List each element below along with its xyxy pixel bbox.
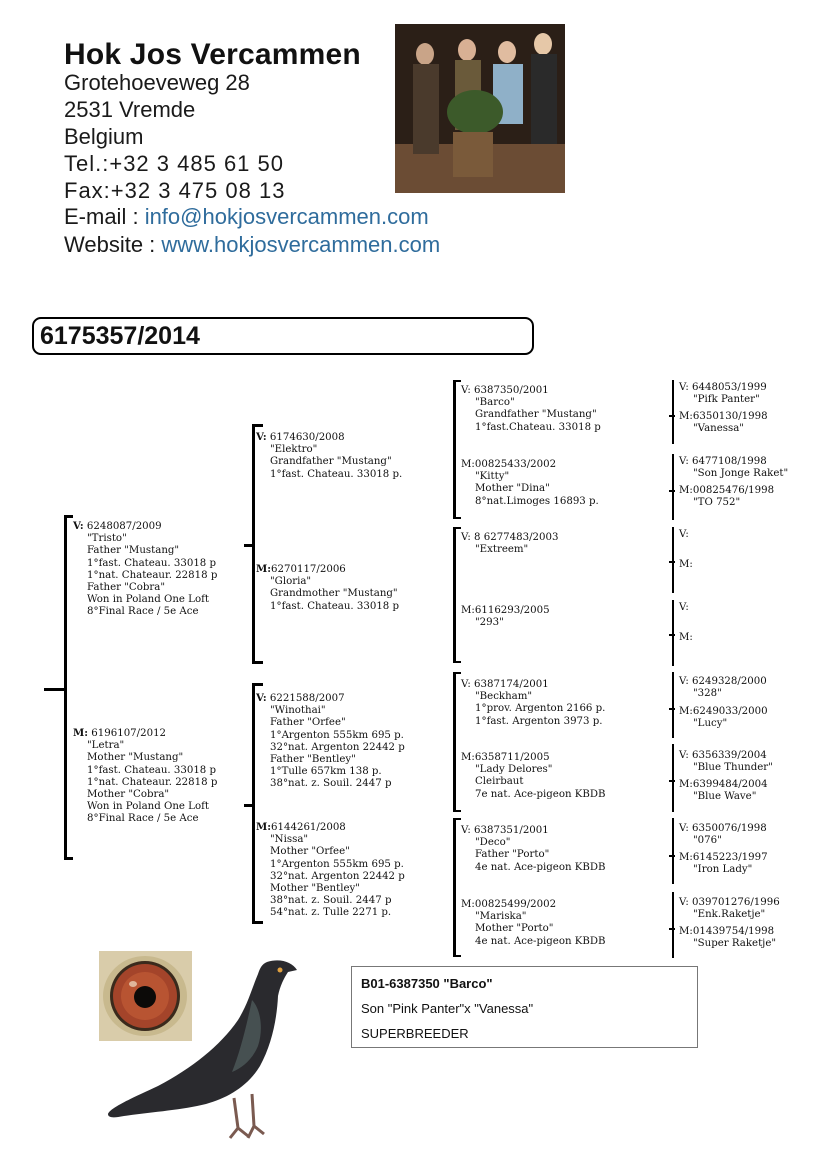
name: "Super Raketje"	[693, 938, 777, 950]
email-label: E-mail :	[64, 204, 145, 229]
sire-entry	[73, 520, 217, 619]
sire-line: Father "Mustang"	[87, 545, 180, 557]
line: 1°prov. Argenton 2166 p.	[475, 703, 606, 715]
g3-entry	[461, 385, 601, 434]
sex-label: V:	[461, 532, 471, 543]
line: Cleirbaut	[475, 776, 524, 788]
sire-sex: V:	[73, 520, 84, 532]
g4-entry	[679, 706, 768, 730]
ring: 6270117/2006	[271, 564, 346, 575]
g4-entry	[679, 456, 788, 480]
ring: 6387351/2001	[474, 825, 549, 836]
dam-line: 1°nat. Chateaur. 22818 p	[87, 776, 218, 788]
ring-number-box	[32, 317, 534, 355]
line: "Barco"	[475, 397, 515, 409]
g4-entry	[679, 529, 689, 541]
name: "TO 752"	[693, 497, 741, 509]
sex-label: M:	[461, 605, 475, 616]
sex-label: V:	[679, 676, 689, 687]
line: 1°Argenton 555km 695 p.	[270, 858, 404, 870]
ring: 6399484/2004	[692, 779, 768, 790]
g3-entry	[461, 752, 606, 801]
line: 54°nat. z. Tulle 2271 p.	[270, 907, 392, 919]
ring: 6249033/2000	[692, 706, 768, 717]
line: "Elektro"	[270, 444, 318, 456]
sex-label: V:	[679, 823, 689, 834]
line: 1°Tulle 657km 138 p.	[270, 766, 382, 778]
line: Father "Bentley"	[270, 754, 356, 766]
line: Mother "Porto"	[475, 923, 554, 935]
line: 1°Argenton 555km 695 p.	[270, 729, 404, 741]
website-link[interactable]: www.hokjosvercammen.com	[161, 232, 441, 257]
g4-entry	[679, 750, 773, 774]
email-link[interactable]: info@hokjosvercammen.com	[144, 204, 429, 229]
name: "Enk.Raketje"	[693, 909, 766, 921]
ring: 6358711/2005	[474, 752, 550, 763]
name: "Blue Thunder"	[693, 762, 773, 774]
ring: 6350076/1998	[692, 823, 767, 834]
line: Grandmother "Mustang"	[270, 588, 398, 600]
line: Grandfather "Mustang"	[270, 456, 392, 468]
dam-entry	[73, 727, 217, 826]
fax: Fax:+32 3 475 08 13	[64, 178, 286, 203]
g3-entry	[461, 679, 605, 728]
sex-label: V:	[461, 825, 471, 836]
dam-dam-entry	[256, 821, 405, 920]
line: Father "Porto"	[475, 849, 550, 861]
sire-ring: 6248087/2009	[86, 521, 162, 532]
sex-label: V:	[679, 456, 689, 467]
sire-line: Won in Poland One Loft	[87, 594, 209, 606]
sex-label: V:	[256, 692, 267, 704]
ring: 6387174/2001	[474, 679, 549, 690]
dam-ring: 6196107/2012	[91, 728, 167, 739]
g4-entry	[679, 823, 767, 847]
line: "Kitty"	[475, 471, 510, 483]
sex-label: M:	[679, 706, 693, 717]
sex-label: V:	[256, 431, 267, 443]
line: 38°nat. z. Souil. 2447 p	[270, 778, 392, 790]
dam-line: "Letra"	[87, 740, 125, 752]
address-street: Grotehoeveweg 28	[64, 70, 250, 95]
dam-sex: M:	[73, 727, 89, 739]
line: "Deco"	[475, 837, 511, 849]
sex-label: M:	[679, 852, 693, 863]
ring: 6448053/1999	[692, 382, 767, 393]
line: 1°fast. Chateau. 33018 p.	[270, 468, 403, 480]
line: Grandfather "Mustang"	[475, 409, 597, 421]
sire-line: 8°Final Race / 5e Ace	[87, 606, 199, 618]
g4-entry	[679, 602, 689, 614]
line: 1°fast. Chateau. 33018 p	[270, 600, 400, 612]
line: 32°nat. Argenton 22442 p	[270, 870, 405, 882]
sire-line: 1°fast. Chateau. 33018 p	[87, 557, 217, 569]
sex-label: M:	[461, 899, 475, 910]
sire-sire-entry	[256, 431, 402, 481]
line: "293"	[475, 617, 504, 629]
line: 8°nat.Limoges 16893 p.	[475, 495, 599, 507]
name: "Pifk Panter"	[693, 394, 760, 406]
line: "Gloria"	[270, 576, 312, 588]
sex-label: V:	[461, 679, 471, 690]
line: 38°nat. z. Souil. 2447 p	[270, 895, 392, 907]
featured-ancestor-status: SUPERBREEDER	[361, 1026, 469, 1041]
featured-ancestor-parents: Son "Pink Panter"x "Vanessa"	[361, 1001, 534, 1016]
g4-entry	[679, 632, 693, 644]
sex-label: M:	[679, 559, 693, 570]
website-row	[64, 232, 440, 258]
ring: 039701276/1996	[692, 897, 780, 908]
name: "Lucy"	[693, 718, 728, 730]
name: "076"	[693, 835, 722, 847]
line: "Beckham"	[475, 691, 533, 703]
ring: 6350130/1998	[692, 411, 768, 422]
ring: 6116293/2005	[474, 605, 550, 616]
ring: 6174630/2008	[269, 432, 345, 443]
name: "Vanessa"	[693, 423, 744, 435]
ring: 00825499/2002	[474, 899, 557, 910]
ring: 6144261/2008	[271, 822, 346, 833]
sex-label: V:	[679, 602, 689, 613]
line: Mother "Orfee"	[270, 846, 350, 858]
line: 4e nat. Ace-pigeon KBDB	[475, 861, 606, 873]
g3-entry	[461, 459, 599, 508]
sex-label: M:	[256, 563, 272, 575]
sex-label: M:	[256, 821, 272, 833]
sex-label: M:	[679, 779, 693, 790]
featured-ancestor-title: B01-6387350 "Barco"	[361, 976, 493, 991]
line: "Extreem"	[475, 544, 529, 556]
sire-line: 1°nat. Chateaur. 22818 p	[87, 569, 218, 581]
email-row	[64, 204, 429, 230]
sex-label: M:	[679, 485, 693, 496]
pigeon-photo	[102, 948, 302, 1148]
line: "Nissa"	[270, 834, 309, 846]
dam-line: 8°Final Race / 5e Ace	[87, 813, 199, 825]
ring: 6221588/2007	[269, 693, 345, 704]
sex-label: M:	[679, 411, 693, 422]
line: "Lady Delores"	[475, 764, 553, 776]
g4-entry	[679, 485, 774, 509]
line: 4e nat. Ace-pigeon KBDB	[475, 935, 606, 947]
line: Mother "Bentley"	[270, 883, 360, 895]
address-country: Belgium	[64, 124, 144, 149]
dam-line: 1°fast. Chateau. 33018 p	[87, 764, 217, 776]
ring-number: 6175357/2014	[40, 322, 200, 350]
line: 7e nat. Ace-pigeon KBDB	[475, 788, 606, 800]
g3-entry	[461, 532, 558, 556]
sex-label: V:	[679, 382, 689, 393]
line: 1°fast.Chateau. 33018 p	[475, 421, 601, 433]
ring: 00825476/1998	[692, 485, 775, 496]
ring: 6356339/2004	[692, 750, 767, 761]
g3-entry	[461, 899, 606, 948]
sex-label: V:	[461, 385, 471, 396]
line: "Winothai"	[270, 705, 326, 717]
g4-entry	[679, 559, 693, 571]
sex-label: M:	[679, 926, 693, 937]
loft-name: Hok Jos Vercammen	[64, 38, 361, 71]
g4-entry	[679, 676, 767, 700]
ring: 6477108/1998	[692, 456, 767, 467]
dam-line: Mother "Mustang"	[87, 752, 184, 764]
g3-entry	[461, 605, 550, 629]
name: "Son Jonge Raket"	[693, 468, 789, 480]
g4-entry	[679, 411, 768, 435]
sex-label: V:	[679, 529, 689, 540]
sex-label: V:	[679, 750, 689, 761]
g4-entry	[679, 897, 780, 921]
sire-line: "Tristo"	[87, 533, 127, 545]
dam-sire-entry	[256, 692, 405, 791]
g3-entry	[461, 825, 606, 874]
website-label: Website :	[64, 232, 162, 257]
loft-photo	[395, 24, 565, 193]
g4-entry	[679, 382, 767, 406]
g4-entry	[679, 779, 768, 803]
address-city: 2531 Vremde	[64, 97, 196, 122]
line: Mother "Dina"	[475, 483, 550, 495]
telephone: Tel.:+32 3 485 61 50	[64, 151, 284, 176]
sex-label: V:	[679, 897, 689, 908]
sire-line: Father "Cobra"	[87, 582, 166, 594]
ring: 6249328/2000	[692, 676, 767, 687]
line: 1°fast. Argenton 3973 p.	[475, 715, 603, 727]
g4-entry	[679, 926, 776, 950]
ring: 00825433/2002	[474, 459, 557, 470]
ring: 6387350/2001	[474, 385, 549, 396]
name: "Iron Lady"	[693, 864, 753, 876]
sex-label: M:	[679, 632, 693, 643]
dam-line: Mother "Cobra"	[87, 789, 170, 801]
sex-label: M:	[461, 459, 475, 470]
name: "Blue Wave"	[693, 791, 757, 803]
ring: 8 6277483/2003	[474, 532, 559, 543]
ring: 01439754/1998	[692, 926, 775, 937]
line: Father "Orfee"	[270, 717, 346, 729]
featured-ancestor-box	[351, 966, 698, 1048]
line: "Mariska"	[475, 911, 527, 923]
sire-dam-entry	[256, 563, 399, 613]
line: 32°nat. Argenton 22442 p	[270, 741, 405, 753]
ring: 6145223/1997	[692, 852, 768, 863]
g4-entry	[679, 852, 768, 876]
dam-line: Won in Poland One Loft	[87, 801, 209, 813]
name: "328"	[693, 688, 722, 700]
sex-label: M:	[461, 752, 475, 763]
